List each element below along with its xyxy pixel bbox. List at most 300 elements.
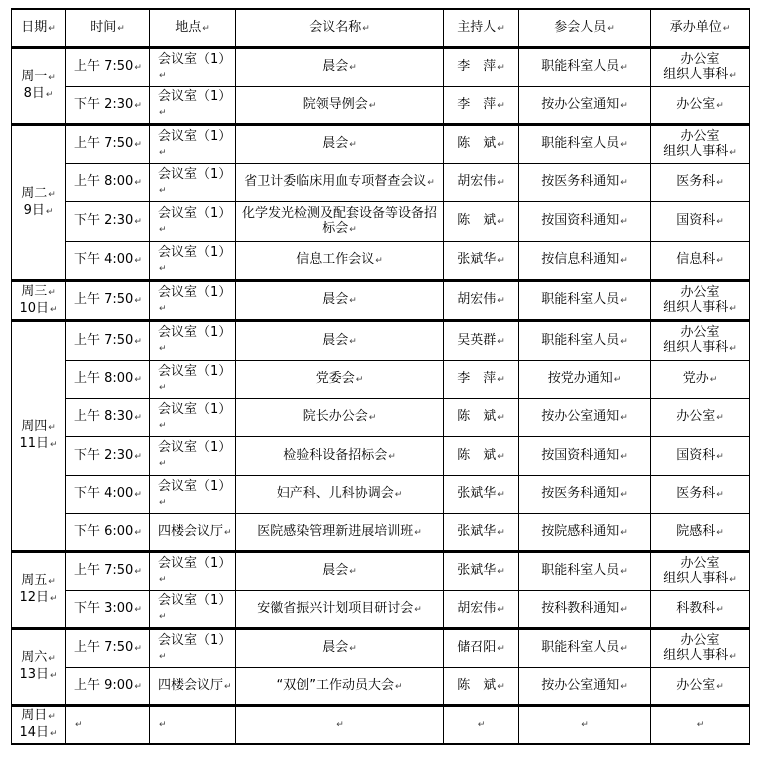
header-place: 地点↵ <box>150 9 236 48</box>
cell-value: 按医务科通知 <box>541 174 620 189</box>
paragraph-mark: ↵ <box>159 344 167 354</box>
paragraph-mark: ↵ <box>134 296 142 306</box>
cell-unit <box>651 87 750 125</box>
cell-value: 按院感科通知 <box>541 523 620 539</box>
cell-value: 晨会 <box>322 563 349 578</box>
paragraph-mark: ↵ <box>716 527 724 538</box>
paragraph-mark: ↵ <box>620 336 628 347</box>
cell-host <box>444 629 519 668</box>
cell-host <box>444 242 519 281</box>
paragraph-mark: ↵ <box>729 147 737 158</box>
cell-name <box>236 87 444 125</box>
cell-value: 会议室（1） <box>158 166 232 182</box>
cell-value: 李 萍 <box>457 371 497 386</box>
cell-value: 安徽省振兴计划项目研讨会 <box>257 600 414 616</box>
cell-time <box>66 48 150 87</box>
day-name: 周二 <box>21 185 48 201</box>
cell-value: 张斌华 <box>457 523 497 539</box>
paragraph-mark: ↵ <box>729 344 737 354</box>
paragraph-mark: ↵ <box>497 451 505 462</box>
cell-value: 陈 斌 <box>457 409 497 424</box>
cell-value: 会议室（1） <box>158 244 232 260</box>
cell-value: 上午 7:50 <box>74 640 134 655</box>
cell-name <box>236 361 444 399</box>
paragraph-mark: ↵ <box>497 375 505 385</box>
cell-value: 下午 4:00 <box>74 252 134 267</box>
table-row <box>12 668 750 706</box>
cell-value: 李 萍 <box>457 96 497 112</box>
paragraph-mark: ↵ <box>729 303 737 314</box>
day-date: 12日 <box>19 590 49 605</box>
paragraph-mark: ↵ <box>134 567 142 577</box>
cell-attendees <box>519 476 651 514</box>
cell-unit <box>651 48 750 87</box>
paragraph-mark: ↵ <box>224 681 232 692</box>
day-date: 8日 <box>23 86 45 101</box>
paragraph-mark: ↵ <box>134 644 142 654</box>
cell-value: 按医务科通知 <box>541 486 620 501</box>
cell-value: 上午 8:00 <box>74 174 134 189</box>
paragraph-mark: ↵ <box>716 451 724 462</box>
paragraph-mark: ↵ <box>497 178 505 188</box>
cell-time <box>66 164 150 202</box>
cell-value: “双创”工作动员大会 <box>276 677 394 693</box>
cell-value: 医务科 <box>676 486 716 501</box>
cell-value: 医务科 <box>676 174 716 189</box>
cell-value: 办公室 组织人事科 <box>663 51 729 82</box>
table-row <box>12 125 750 164</box>
cell-attendees <box>519 668 651 706</box>
cell-value: 胡宏伟 <box>457 600 497 616</box>
cell-place <box>150 87 236 125</box>
cell-name <box>236 242 444 281</box>
cell-value: 办公室 组织人事科 <box>663 325 729 355</box>
cell-host <box>444 668 519 706</box>
cell-value: 晨会 <box>322 332 349 348</box>
paragraph-mark: ↵ <box>497 567 505 577</box>
cell-name <box>236 668 444 706</box>
paragraph-mark: ↵ <box>159 70 167 81</box>
paragraph-mark: ↵ <box>388 451 396 462</box>
cell-value: 下午 2:30 <box>74 447 134 463</box>
paragraph-mark: ↵ <box>159 720 167 731</box>
cell-host <box>444 399 519 437</box>
cell-name <box>236 164 444 202</box>
paragraph-mark: ↵ <box>134 256 142 266</box>
paragraph-mark: ↵ <box>427 178 435 188</box>
cell-value: 国资科 <box>676 213 716 228</box>
day-cell: 周三↵ 10日↵ <box>12 281 66 321</box>
cell-value: 会议室（1） <box>158 440 232 455</box>
cell-host <box>444 514 519 552</box>
cell-name <box>236 629 444 668</box>
cell-value: 会议室（1） <box>158 632 232 648</box>
paragraph-mark: ↵ <box>394 681 403 692</box>
cell-place <box>150 552 236 591</box>
cell-host <box>444 361 519 399</box>
cell-name <box>236 48 444 87</box>
paragraph-mark: ↵ <box>159 382 167 393</box>
table-row <box>12 281 750 321</box>
paragraph-mark: ↵ <box>134 178 142 188</box>
cell-value: 党委会 <box>315 371 355 386</box>
paragraph-mark: ↵ <box>620 217 628 227</box>
cell-value: 信息科 <box>676 252 716 267</box>
cell-host <box>444 591 519 629</box>
paragraph-mark: ↵ <box>497 644 505 654</box>
day-date: 14日 <box>19 724 49 740</box>
cell-unit <box>651 668 750 706</box>
cell-place <box>150 591 236 629</box>
cell-attendees <box>519 552 651 591</box>
paragraph-mark: ↵ <box>134 451 142 462</box>
paragraph-mark: ↵ <box>75 720 83 731</box>
cell-time <box>66 321 150 361</box>
paragraph-mark: ↵ <box>716 490 724 500</box>
cell-place <box>150 668 236 706</box>
paragraph-mark: ↵ <box>497 604 505 615</box>
paragraph-mark: ↵ <box>159 497 167 508</box>
header-host: 主持人↵ <box>444 9 519 48</box>
day-cell: 周四↵ 11日↵ <box>12 321 66 552</box>
cell-value: 晨会 <box>322 136 349 151</box>
cell-value: 会议室（1） <box>158 205 232 221</box>
cell-value: 下午 6:00 <box>74 523 134 539</box>
cell-value: 党办 <box>682 371 709 386</box>
cell-place <box>150 202 236 242</box>
cell-attendees <box>519 629 651 668</box>
cell-value: 四楼会议厅 <box>158 523 224 539</box>
paragraph-mark: ↵ <box>709 375 718 385</box>
cell-value: 上午 7:50 <box>74 332 134 348</box>
paragraph-mark: ↵ <box>497 63 505 73</box>
paragraph-mark: ↵ <box>497 490 505 500</box>
cell-time <box>66 361 150 399</box>
cell-attendees <box>519 706 651 744</box>
cell-value: 办公室 组织人事科 <box>663 128 729 159</box>
cell-host <box>444 321 519 361</box>
paragraph-mark: ↵ <box>497 256 505 266</box>
cell-host <box>444 87 519 125</box>
paragraph-mark: ↵ <box>349 63 357 73</box>
paragraph-mark: ↵ <box>497 413 505 423</box>
cell-place <box>150 629 236 668</box>
paragraph-mark: ↵ <box>729 574 737 585</box>
paragraph-mark: ↵ <box>620 451 628 462</box>
paragraph-mark: ↵ <box>368 100 377 111</box>
table-row <box>12 321 750 361</box>
cell-value: 李 萍 <box>457 59 497 74</box>
table-row <box>12 629 750 668</box>
table-row <box>12 476 750 514</box>
cell-value: 院长办公会 <box>302 409 368 424</box>
cell-value: 国资科 <box>676 447 716 463</box>
cell-value: 四楼会议厅 <box>158 677 224 693</box>
cell-host <box>444 48 519 87</box>
cell-value: 陈 斌 <box>457 213 497 228</box>
paragraph-mark: ↵ <box>620 296 628 306</box>
cell-value: 会议室（1） <box>158 593 232 608</box>
paragraph-mark: ↵ <box>134 604 142 615</box>
cell-value: 下午 4:00 <box>74 486 134 501</box>
table-row <box>12 48 750 87</box>
cell-value: 按信息科通知 <box>541 252 620 267</box>
cell-value: 会议室（1） <box>158 284 232 300</box>
cell-time <box>66 242 150 281</box>
day-date: 11日 <box>19 436 49 451</box>
cell-unit <box>651 242 750 281</box>
day-date: 9日 <box>23 202 45 218</box>
table-row <box>12 164 750 202</box>
table-row <box>12 552 750 591</box>
header-date: 日期↵ <box>12 9 66 48</box>
paragraph-mark: ↵ <box>159 224 167 235</box>
cell-unit <box>651 591 750 629</box>
paragraph-mark: ↵ <box>581 720 589 731</box>
cell-value: 按科教科通知 <box>541 600 620 616</box>
cell-value: 胡宏伟 <box>457 292 497 307</box>
paragraph-mark: ↵ <box>716 681 724 692</box>
day-cell: 周六↵ 13日↵ <box>12 629 66 706</box>
cell-value: 吴英群 <box>457 332 497 348</box>
paragraph-mark: ↵ <box>716 100 724 111</box>
paragraph-mark: ↵ <box>368 413 377 423</box>
day-date: 10日 <box>19 300 49 316</box>
paragraph-mark: ↵ <box>349 644 357 654</box>
paragraph-mark: ↵ <box>134 490 142 500</box>
cell-time <box>66 591 150 629</box>
cell-value: 办公室 <box>676 96 716 112</box>
paragraph-mark: ↵ <box>414 527 422 538</box>
cell-value: 办公室 组织人事科 <box>663 555 729 586</box>
cell-value: 上午 8:30 <box>74 409 134 424</box>
cell-attendees <box>519 242 651 281</box>
cell-unit <box>651 552 750 591</box>
cell-value: 上午 7:50 <box>74 59 134 74</box>
cell-time <box>66 87 150 125</box>
cell-value: 下午 2:30 <box>74 213 134 228</box>
paragraph-mark: ↵ <box>134 336 142 347</box>
paragraph-mark: ↵ <box>620 178 628 188</box>
header-meeting-name: 会议名称↵ <box>236 9 444 48</box>
cell-value: 会议室（1） <box>158 128 232 144</box>
paragraph-mark: ↵ <box>134 375 142 385</box>
cell-host <box>444 281 519 321</box>
cell-value: 职能科室人员 <box>541 640 620 655</box>
cell-value: 按办公室通知 <box>541 677 620 693</box>
paragraph-mark: ↵ <box>349 224 357 235</box>
cell-unit <box>651 399 750 437</box>
table-row <box>12 202 750 242</box>
paragraph-mark: ↵ <box>497 336 505 347</box>
paragraph-mark: ↵ <box>159 263 167 274</box>
cell-name <box>236 281 444 321</box>
cell-value: 按办公室通知 <box>541 96 620 112</box>
paragraph-mark: ↵ <box>414 604 422 615</box>
cell-name <box>236 437 444 476</box>
cell-place <box>150 361 236 399</box>
paragraph-mark: ↵ <box>394 490 403 500</box>
paragraph-mark: ↵ <box>613 375 622 385</box>
cell-value: 职能科室人员 <box>541 332 620 348</box>
cell-value: 办公室 组织人事科 <box>663 284 729 315</box>
cell-value: 院领导例会 <box>302 96 368 112</box>
paragraph-mark: ↵ <box>159 574 167 585</box>
day-cell: 周一↵ 8日↵ <box>12 48 66 125</box>
cell-value: 下午 2:30 <box>74 96 134 112</box>
paragraph-mark: ↵ <box>159 303 167 314</box>
day-cell: 周日↵ 14日↵ <box>12 706 66 744</box>
cell-value: 职能科室人员 <box>541 292 620 307</box>
day-name: 周三 <box>21 283 48 299</box>
paragraph-mark: ↵ <box>224 527 232 538</box>
cell-time <box>66 668 150 706</box>
paragraph-mark: ↵ <box>620 256 628 266</box>
cell-host <box>444 552 519 591</box>
cell-time <box>66 125 150 164</box>
day-cell: 周五↵ 12日↵ <box>12 552 66 629</box>
cell-attendees <box>519 125 651 164</box>
cell-value: 会议室（1） <box>158 363 232 379</box>
cell-unit <box>651 125 750 164</box>
cell-value: 上午 7:50 <box>74 136 134 151</box>
paragraph-mark: ↵ <box>497 100 505 111</box>
cell-value: 下午 3:00 <box>74 600 134 616</box>
cell-attendees <box>519 321 651 361</box>
cell-attendees <box>519 48 651 87</box>
cell-attendees <box>519 591 651 629</box>
day-name: 周六 <box>21 650 48 665</box>
cell-place <box>150 437 236 476</box>
cell-value: 医院感染管理新进展培训班 <box>257 523 414 539</box>
cell-value: 上午 7:50 <box>74 292 134 307</box>
cell-time <box>66 399 150 437</box>
cell-value: 会议室（1） <box>158 51 232 67</box>
paragraph-mark: ↵ <box>729 651 737 662</box>
cell-attendees <box>519 202 651 242</box>
paragraph-mark: ↵ <box>620 604 628 615</box>
paragraph-mark: ↵ <box>620 140 628 150</box>
paragraph-mark: ↵ <box>134 217 142 227</box>
cell-value: 上午 7:50 <box>74 563 134 578</box>
cell-value: 陈 斌 <box>457 447 497 463</box>
day-name: 周四 <box>21 419 48 434</box>
table-row <box>12 361 750 399</box>
cell-attendees <box>519 361 651 399</box>
paragraph-mark: ↵ <box>159 185 167 196</box>
cell-unit <box>651 281 750 321</box>
cell-value: 晨会 <box>322 640 349 655</box>
cell-value: 职能科室人员 <box>541 563 620 578</box>
cell-host <box>444 125 519 164</box>
cell-attendees <box>519 437 651 476</box>
day-cell: 周二↵ 9日↵ <box>12 125 66 281</box>
cell-attendees <box>519 514 651 552</box>
paragraph-mark: ↵ <box>134 681 142 692</box>
cell-place <box>150 399 236 437</box>
cell-host <box>444 706 519 744</box>
paragraph-mark: ↵ <box>159 420 167 431</box>
cell-value: 胡宏伟 <box>457 174 497 189</box>
cell-time <box>66 476 150 514</box>
cell-value: 晨会 <box>322 292 349 307</box>
cell-value: 按国资科通知 <box>541 447 620 463</box>
cell-place <box>150 281 236 321</box>
cell-value: 储召阳 <box>457 640 497 655</box>
table-row <box>12 87 750 125</box>
paragraph-mark: ↵ <box>355 375 364 385</box>
paragraph-mark: ↵ <box>349 336 357 347</box>
cell-value: 办公室 <box>676 677 716 693</box>
cell-value: 会议室（1） <box>158 401 232 417</box>
paragraph-mark: ↵ <box>729 70 737 81</box>
cell-value: 省卫计委临床用血专项督查会议 <box>244 174 427 189</box>
paragraph-mark: ↵ <box>134 100 142 111</box>
paragraph-mark: ↵ <box>349 567 357 577</box>
table-row <box>12 437 750 476</box>
cell-value: 上午 8:00 <box>74 371 134 386</box>
table-row <box>12 242 750 281</box>
cell-value: 信息工作会议 <box>296 252 375 267</box>
cell-place <box>150 514 236 552</box>
cell-value: 会议室（1） <box>158 555 232 571</box>
cell-time <box>66 514 150 552</box>
cell-value: 办公室 组织人事科 <box>663 632 729 663</box>
cell-unit <box>651 514 750 552</box>
cell-place <box>150 706 236 744</box>
paragraph-mark: ↵ <box>620 644 628 654</box>
cell-time <box>66 629 150 668</box>
cell-name <box>236 514 444 552</box>
paragraph-mark: ↵ <box>620 63 628 73</box>
cell-value: 陈 斌 <box>457 677 497 693</box>
paragraph-mark: ↵ <box>134 140 142 150</box>
cell-unit <box>651 476 750 514</box>
cell-value: 科教科 <box>676 600 716 616</box>
cell-place <box>150 164 236 202</box>
table-row <box>12 706 750 744</box>
cell-value: 会议室（1） <box>158 325 232 340</box>
cell-unit <box>651 629 750 668</box>
cell-name <box>236 399 444 437</box>
paragraph-mark: ↵ <box>716 256 724 266</box>
day-date: 13日 <box>19 667 49 682</box>
paragraph-mark: ↵ <box>375 256 383 266</box>
meeting-schedule-table <box>11 8 750 745</box>
cell-name <box>236 202 444 242</box>
day-name: 周一 <box>21 69 48 84</box>
paragraph-mark: ↵ <box>349 140 357 150</box>
paragraph-mark: ↵ <box>159 612 167 622</box>
paragraph-mark: ↵ <box>159 651 167 662</box>
paragraph-mark: ↵ <box>134 413 142 423</box>
cell-name <box>236 552 444 591</box>
cell-value: 会议室（1） <box>158 478 232 494</box>
cell-name <box>236 706 444 744</box>
paragraph-mark: ↵ <box>497 140 505 150</box>
paragraph-mark: ↵ <box>497 527 505 538</box>
paragraph-mark: ↵ <box>620 413 628 423</box>
day-name: 周五 <box>21 573 48 588</box>
cell-value: 张斌华 <box>457 252 497 267</box>
cell-place <box>150 476 236 514</box>
cell-name <box>236 591 444 629</box>
cell-host <box>444 476 519 514</box>
cell-place <box>150 48 236 87</box>
paragraph-mark: ↵ <box>134 527 142 538</box>
cell-host <box>444 437 519 476</box>
cell-attendees <box>519 281 651 321</box>
